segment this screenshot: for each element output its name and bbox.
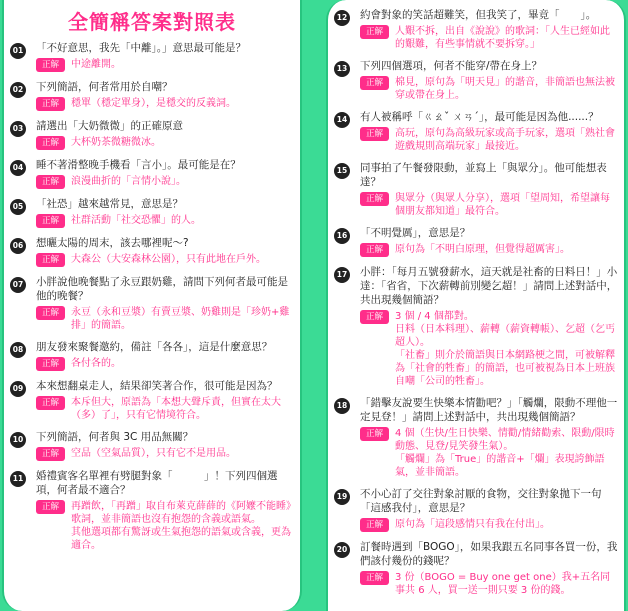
- question-number-badge: 03: [10, 121, 26, 137]
- qa-item: [328, 487, 624, 532]
- answer-paragraph: 中途離開。: [71, 59, 122, 70]
- answer-text: [395, 127, 618, 153]
- qa-item: [4, 158, 300, 189]
- answer-tag: 正解: [360, 243, 389, 257]
- answer-paragraph: 3 份（BOGO = Buy one get one）我+五名同事共 6 人，買一送一則只要 3 份的錢。: [395, 572, 611, 596]
- answer-text: [395, 243, 570, 256]
- question-text: 婚禮賓客名單裡有劈腿對象「 」！下列四個選項，何者最不適合？: [36, 470, 278, 496]
- answer-tag: 正解: [36, 175, 65, 189]
- qa-item: [4, 430, 300, 461]
- question-text: 下列簡語，何者常用於自嘲？: [36, 81, 173, 93]
- answer-text: [71, 214, 201, 227]
- answer-paragraph: 穩單（穩定單身），是穩交的反義詞。: [71, 98, 237, 109]
- answer-row: [36, 500, 294, 552]
- answer-text: [71, 357, 121, 370]
- question-number-badge: 05: [10, 199, 26, 215]
- right-answer-panel: [326, 0, 626, 611]
- answer-tag: 正解: [36, 396, 65, 410]
- answer-text: [395, 571, 618, 597]
- answer-text: [395, 76, 618, 102]
- question-text: 「社恐」越來越常見，意思是？: [36, 198, 183, 210]
- answer-row: [360, 427, 618, 479]
- question-number-badge: 09: [10, 381, 26, 397]
- answer-row: [36, 357, 294, 371]
- question-number-badge: 11: [10, 471, 26, 487]
- question-text: 下列四個選項，何者不能穿/帶在身上？: [360, 60, 543, 72]
- answer-paragraph: 3 個 / 4 個都對。: [395, 311, 474, 322]
- answer-tag: 正解: [36, 253, 65, 267]
- answer-paragraph: 浪漫曲折的「言情小說」。: [71, 176, 187, 187]
- question-text: 不小心訂了交往對象討厭的食物，交往對象拋下一句「這感我付」，意思是？: [360, 488, 602, 514]
- answer-text: [71, 136, 161, 149]
- answer-tag: 正解: [36, 214, 65, 228]
- qa-item: [4, 379, 300, 422]
- answer-paragraph: 「觸爛」為「True」的諧音+「爛」表現誇飾語氣，並非簡語。: [395, 454, 605, 478]
- answer-row: [36, 97, 294, 111]
- answer-tag: 正解: [36, 500, 65, 514]
- question-text: 同事拍了午餐發限動，並寫上「與眾分」。他可能想表達？: [360, 162, 607, 188]
- question-text: 訂餐時遇到「BOGO」，如果我跟五名同事各買一份，我們該付幾份的錢呢？: [360, 541, 618, 567]
- answer-tag: 正解: [360, 25, 389, 39]
- answer-row: [36, 306, 294, 332]
- answer-tag: 正解: [36, 97, 65, 111]
- question-number-badge: 19: [334, 489, 350, 505]
- question-number-badge: 15: [334, 163, 350, 179]
- answer-tag: 正解: [360, 192, 389, 206]
- question-text: 有人被稱呼「ㄍㄠˇ ㄨㄢˊ」，最可能是因為他......？: [360, 111, 599, 123]
- page-title: 全簡稱答案對照表: [68, 10, 236, 34]
- qa-item: [328, 161, 624, 218]
- qa-item: [4, 236, 300, 267]
- qa-item: [328, 265, 624, 388]
- answer-row: [360, 192, 618, 218]
- answer-tag: 正解: [36, 447, 65, 461]
- question-number-badge: 20: [334, 542, 350, 558]
- question-text: 「不好意思，我先「中離」。」意思最可能是？: [36, 42, 246, 54]
- question-text: 約會對象的笑話超難笑，但我笑了，畢竟「 」。: [360, 9, 597, 21]
- answer-paragraph: 高玩，原句為高級玩家或高手玩家，選項「熟社會遊戲規則高端玩家」最接近。: [395, 128, 616, 152]
- qa-item: [4, 41, 300, 72]
- answer-paragraph: 日料（日本料理）、薪轉（薪資轉帳）、乞超（乞丐超人）。: [395, 324, 616, 348]
- qa-item: [328, 8, 624, 51]
- question-number-badge: 02: [10, 82, 26, 98]
- answer-row: [360, 25, 618, 51]
- answer-row: [360, 310, 618, 388]
- question-number-badge: 06: [10, 238, 26, 254]
- question-number-badge: 14: [334, 112, 350, 128]
- answer-text: [71, 306, 294, 332]
- question-text: 朋友發來聚餐邀約，備註「各各」，這是什麼意思？: [36, 341, 273, 353]
- answer-paragraph: 人艱不拆，出自《說說》的歌詞：「人生已經如此的艱難，有些事情就不要拆穿。」: [395, 26, 611, 50]
- answer-tag: 正解: [36, 306, 65, 320]
- answer-paragraph: 本斥但大，原語為「本想大聲斥責，但實在太大（多）了」，只有它情境符合。: [71, 397, 282, 421]
- answer-row: [360, 127, 618, 153]
- answer-tag: 正解: [360, 127, 389, 141]
- answer-text: [395, 518, 550, 531]
- qa-item: [4, 469, 300, 552]
- answer-list-right: [328, 8, 624, 597]
- question-number-badge: 07: [10, 277, 26, 293]
- answer-text: [395, 192, 618, 218]
- question-text: 本來想翻桌走人，結果卻笑著合作，很可能是因為？: [36, 380, 278, 392]
- answer-row: [360, 571, 618, 597]
- answer-row: [36, 447, 294, 461]
- question-number-badge: 12: [334, 10, 350, 26]
- question-number-badge: 04: [10, 160, 26, 176]
- qa-item: [4, 80, 300, 111]
- qa-item: [4, 340, 300, 371]
- question-text: 想曬太陽的周末，該去哪裡呢～?: [36, 237, 189, 249]
- answer-paragraph: 原句為「這段感情只有我在付出」。: [395, 519, 551, 530]
- qa-item: [4, 119, 300, 150]
- answer-tag: 正解: [360, 518, 389, 532]
- answer-paragraph: 空品（空氣品質），只有它不是用品。: [71, 448, 237, 459]
- answer-row: [360, 518, 618, 532]
- qa-item: [328, 540, 624, 597]
- question-text: 小胖說他晚餐點了永豆跟奶雞，請問下列何者最可能是他的晚餐？: [36, 276, 288, 302]
- answer-tag: 正解: [360, 310, 389, 324]
- qa-item: [4, 197, 300, 228]
- answer-row: [36, 214, 294, 228]
- question-text: 請選出「大奶微微」的正確原意: [36, 120, 183, 132]
- answer-row: [360, 243, 618, 257]
- question-number-badge: 18: [334, 398, 350, 414]
- answer-tag: 正解: [360, 427, 389, 441]
- question-number-badge: 17: [334, 267, 350, 283]
- question-number-badge: 01: [10, 43, 26, 59]
- answer-tag: 正解: [36, 58, 65, 72]
- question-text: 睡不著滑整晚手機看「言小」。最可能是在？: [36, 159, 241, 171]
- question-text: 下列簡語，何者與 3C 用品無關？: [36, 431, 194, 443]
- answer-tag: 正解: [360, 571, 389, 585]
- answer-text: [71, 253, 266, 266]
- qa-item: [328, 59, 624, 102]
- answer-text: [71, 175, 186, 188]
- answer-paragraph: 原句為「不明白原理，但覺得超厲害」。: [395, 244, 571, 255]
- answer-paragraph: 與眾分（與眾人分享），選項「望周知，希望讓每個朋友都知道」最符合。: [395, 193, 611, 217]
- answer-paragraph: 社群活動「社交恐懼」的人。: [71, 215, 202, 226]
- answer-text: [395, 427, 618, 479]
- qa-item: [4, 275, 300, 332]
- answer-row: [36, 253, 294, 267]
- question-text: 「不明覺厲」，意思是？: [360, 227, 471, 239]
- qa-item: [328, 226, 624, 257]
- answer-row: [36, 58, 294, 72]
- answer-paragraph: 大森公（大安森林公園），只有此地在戶外。: [71, 254, 267, 265]
- question-text: 「錯擊友說要生快樂本情勸吧？」「觸爛，限動不理他一定見登！」請問上述對話中，共出現幾個簡語？: [360, 397, 618, 423]
- answer-row: [360, 76, 618, 102]
- answer-text: [395, 310, 618, 388]
- left-answer-panel: [2, 0, 302, 611]
- answer-paragraph: 其他選項都有驚訝或生氣抱怨的語氣或含義，更為適合。: [71, 527, 292, 551]
- answer-paragraph: 棉見，原句為「明天見」的諧音，非簡語也無法被穿或帶在身上。: [395, 77, 616, 101]
- answer-text: [395, 25, 618, 51]
- answer-paragraph: 各付各的。: [71, 358, 122, 369]
- answer-paragraph: 「社畜」則介於簡語與日本網路梗之間，可被解釋為「社會的牲畜」的簡語，也可被視為日本上班族自嘲「公司的牲畜」。: [395, 350, 616, 387]
- question-text: 小胖：「每月五號發薪水，這天就是社畜的日料日！」小達：「省省，下次薪轉前別變乞超！」請問上述對話中，共出現幾個簡語？: [360, 266, 618, 306]
- answer-tag: 正解: [36, 136, 65, 150]
- question-number-badge: 16: [334, 228, 350, 244]
- answer-paragraph: 大杯奶茶微糖微冰。: [71, 137, 162, 148]
- answer-row: [36, 136, 294, 150]
- question-number-badge: 10: [10, 432, 26, 448]
- qa-item: [328, 110, 624, 153]
- answer-paragraph: 再蹭飲，「再蹭」取自布萊克薛薛的《阿嬤不能睡》歌詞，並非簡語也沒有抱怨的含義或語氣。: [71, 501, 292, 525]
- qa-item: [328, 396, 624, 479]
- question-number-badge: 08: [10, 342, 26, 358]
- answer-tag: 正解: [360, 76, 389, 90]
- answer-row: [36, 175, 294, 189]
- answer-paragraph: 4 個（生快/生日快樂、情勸/情緒勸索、限動/限時動態、見登/見笑發生氣）。: [395, 428, 615, 452]
- answer-text: [71, 97, 236, 110]
- answer-text: [71, 447, 236, 460]
- answer-list-left: [4, 41, 300, 552]
- answer-paragraph: 永豆（永和豆漿）有賣豆漿、奶雞則是「珍奶+雞排」的簡語。: [71, 307, 290, 331]
- question-number-badge: 13: [334, 61, 350, 77]
- answer-text: [71, 396, 294, 422]
- answer-text: [71, 500, 294, 552]
- answer-tag: 正解: [36, 357, 65, 371]
- answer-row: [36, 396, 294, 422]
- answer-text: [71, 58, 121, 71]
